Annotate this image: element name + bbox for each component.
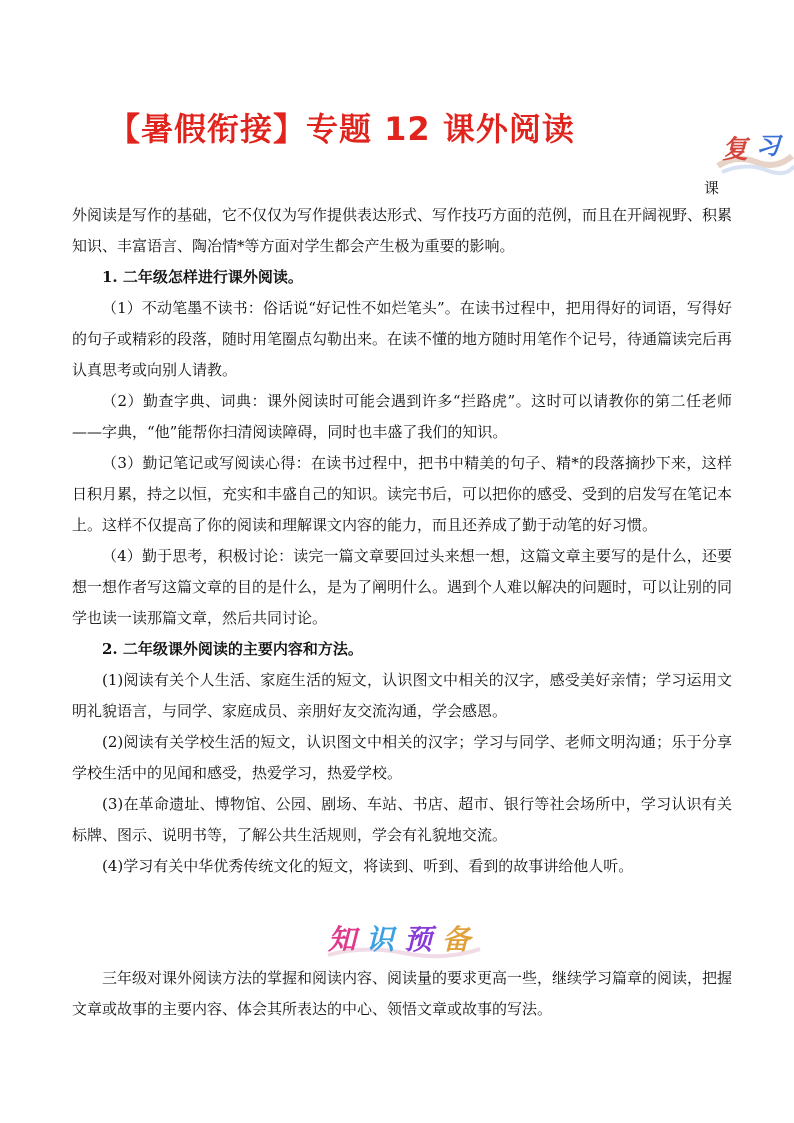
intro-paragraph: 外阅读是写作的基础，它不仅仅为写作提供表达形式、写作技巧方面的范例，而且在开阔视野、积累知识、丰富语言、陶冶情*等方面对学生都会产生极为重要的影响。	[72, 206, 733, 255]
section-2-item: (1)阅读有关个人生活、家庭生活的短文，认识图文中相关的汉字，感受美好亲情；学习运用文明礼貌语言，与同学、家庭成员、亲朋好友交流沟通，学会感恩。	[72, 671, 732, 720]
review-banner-swoosh-2	[722, 166, 794, 173]
section-1-heading: 1. 二年级怎样进行课外阅读。	[102, 268, 303, 286]
section-2-item: (3)在革命遗址、博物馆、公园、剧场、车站、书店、超市、银行等社会场所中，学习认识有关标牌、图示、说明书等，了解公共生活规则，学会有礼貌地交流。	[72, 795, 732, 844]
section-2-heading: 2. 二年级课外阅读的主要内容和方法。	[102, 640, 363, 658]
knowledge-section	[72, 963, 732, 1025]
knowledge-paragraph: 三年级对课外阅读方法的掌握和阅读内容、阅读量的要求更高一些，继续学习篇章的阅读，把握文章或故事的主要内容、体会其所表达的中心、领悟文章或故事的写法。	[72, 969, 733, 1018]
continued-char: 课	[704, 179, 720, 197]
section-1-item: （1）不动笔墨不读书：俗话说“好记性不如烂笔头”。在读书过程中，把用得好的词语，写得好的句子或精彩的段落，随时用笔圈点勾勒出来。在读不懂的地方随时用笔作个记号，待通篇读完后再认真思考或向别人请教。	[72, 299, 733, 379]
review-banner	[716, 126, 794, 176]
knowledge-banner-char-4: 备	[442, 923, 471, 956]
review-banner-char-1: 复	[722, 135, 749, 165]
review-banner-char-2: 习	[756, 131, 780, 160]
knowledge-banner-char-1: 知	[328, 923, 357, 956]
section-1-item: （3）勤记笔记或写阅读心得：在读书过程中，把书中精美的句子、精*的段落摘抄下来，这样日积月累，持之以恒，充实和丰盛自己的知识。读完书后，可以把你的感受、受到的启发写在笔记本上。这样不仅提高了你的阅读和理解课文内容的能力，而且还养成了勤于动笔的好习惯。	[72, 454, 733, 534]
section-2-item: (4)学习有关中华优秀传统文化的短文，将读到、听到、看到的故事讲给他人听。	[102, 857, 634, 875]
main-body	[72, 200, 732, 882]
section-1-item: （4）勤于思考，积极讨论：读完一篇文章要回过头来想一想，这篇文章主要写的是什么，还要想一想作者写这篇文章的目的是什么，是为了阐明什么。遇到个人难以解决的问题时，可以让别的同学也读一读那篇文章，然后共同讨论。	[72, 547, 733, 627]
page-title: 【暑假衔接】专题 12 课外阅读	[108, 110, 575, 148]
knowledge-banner-char-3: 预	[404, 923, 433, 956]
section-1-item: （2）勤查字典、词典：课外阅读时可能会遇到许多“拦路虎”。这时可以请教你的第二任老师——字典，“他”能帮你扫清阅读障碍，同时也丰盛了我们的知识。	[72, 392, 732, 441]
knowledge-banner-char-2: 识	[366, 923, 395, 956]
section-2-item: (2)阅读有关学校生活的短文，认识图文中相关的汉字；学习与同学、老师文明沟通；乐于分享学校生活中的见闻和感受，热爱学习，热爱学校。	[72, 733, 732, 782]
knowledge-banner	[324, 915, 484, 961]
